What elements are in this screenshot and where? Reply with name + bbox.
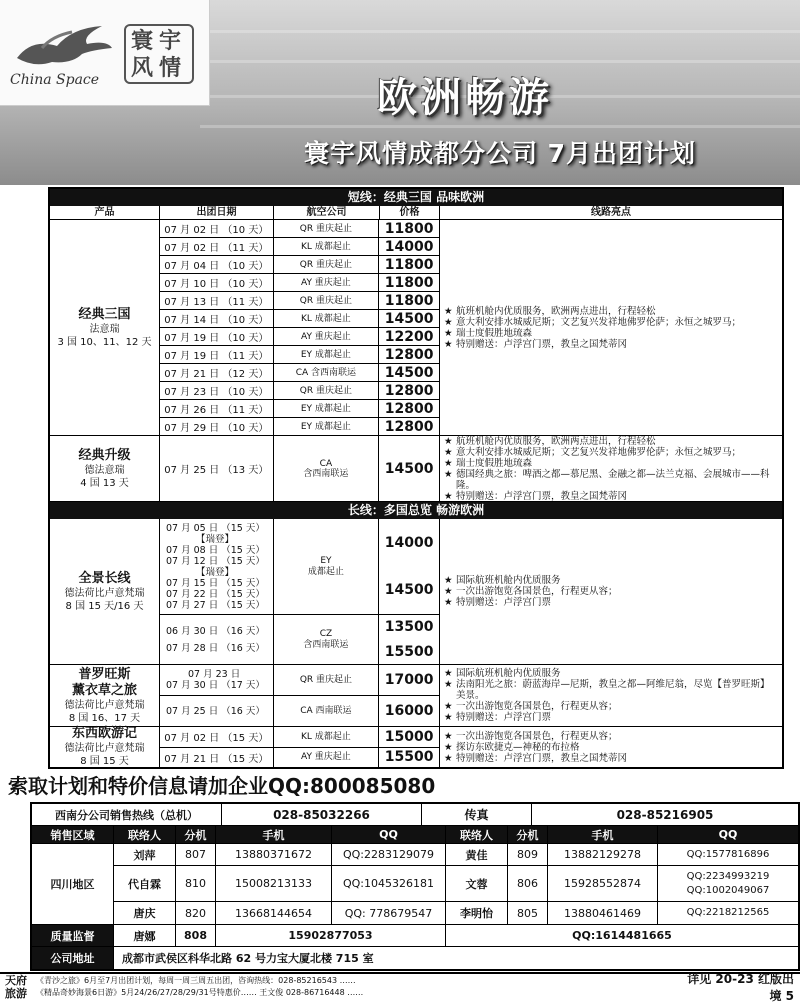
highlight-text: 特别赠送：卢浮宫门票 [456,712,552,723]
qa-qq: QQ:1614481665 [572,929,672,942]
highlight-item [444,306,778,317]
contact-qq: QQ:2218212565 [686,907,770,918]
departure-date: 07 月 19 日 （11 天） [160,346,274,363]
product-days: 8 国 15 天 [80,756,129,767]
contact-qq: QQ:2283129079 [332,844,446,865]
banner-stripe [200,60,800,63]
contact-mobile: 15928552874 [548,866,658,901]
highlight-item [444,328,778,339]
contact-ext: 809 [508,844,548,865]
table-row [160,665,439,696]
product-name: 经典三国 [78,306,131,322]
contact-row [114,866,798,902]
header-cell: 联络人 [446,826,508,843]
price: 15500 [384,643,434,660]
logo-brand-cn: 寰宇风情 [124,24,194,84]
tour-schedule-table [48,187,784,769]
highlight-item [444,447,778,458]
contact-qq: QQ:1045326181 [332,866,446,901]
contact-qq: QQ:2234993219 QQ:1002049067 [686,870,770,896]
highlight-item [444,597,778,608]
qa-name: 唐娜 [114,925,176,946]
long-line-band: 长线：多国总览 畅游欧洲 [50,502,782,519]
highlight-item [444,339,778,350]
product-name-cell [50,519,160,664]
contact-name: 李明怡 [446,902,508,924]
product-countries: 德法荷比卢意梵瑞 [64,699,145,711]
address-label: 公司地址 [32,947,114,969]
highlight-item [444,742,778,753]
contact-ext: 806 [508,866,548,901]
departure-date: 07 月 15 日 （15 天） [166,577,265,589]
sichuan-block [32,844,798,925]
airline: EY 成都起止 [274,346,380,363]
contact-ext: 820 [176,902,216,924]
highlight-text: 一次出游饱览各国景色，行程更从容； [456,586,618,597]
fax-number: 028-85216905 [616,807,714,822]
star-icon: ★ [444,701,453,712]
product-classic [50,220,782,436]
hotline-row [32,804,798,826]
header-banner [0,0,800,185]
contact-header-row [32,826,798,844]
highlight-text: 意大利安排水城威尼斯；文艺复兴发祥地佛罗伦萨；永恒之城罗马； [456,316,742,328]
highlight-item [444,317,778,328]
airline: EY 成都起止 [274,519,380,614]
highlight-item [444,458,778,469]
contact-mobile: 13880371672 [216,844,332,865]
star-icon: ★ [444,712,453,723]
banner-stripe [200,125,800,128]
product-name-cell [50,220,160,435]
highlight-text: 特别赠送：卢浮宫门票，教皇之国梵蒂冈 [456,490,628,502]
highlight-text: 一次出游饱览各国景色，行程更从容； [456,730,618,742]
panorama-highlights [440,519,782,664]
departure-date: 07 月 12 日 （15 天） [166,555,265,567]
table-row [160,220,439,238]
product-name-cell [50,727,160,767]
product-provence [50,665,782,727]
departure-date: 07 月 21 日 （12 天） [160,364,274,381]
contact-table [30,802,800,971]
product-upgrade [50,436,782,502]
contact-name: 黄佳 [446,844,508,865]
product-name-cell [50,436,160,501]
price: 14500 [384,582,434,599]
footer-ad-line: 《精品奇妙海景6日游》5月24/26/27/28/29/31号特惠价…… 王文俊 028-86716448 …… [36,988,364,997]
product-days: 4 国 13 天 [80,477,129,489]
price: 14000 [384,238,434,255]
table-row [160,310,439,328]
star-icon: ★ [444,752,453,764]
header-cell: 分机 [508,826,548,843]
departure-date: 07 月 22 日 （15 天） [166,588,265,600]
upgrade-departures [160,436,440,501]
product-days: 8 国 15 天/16 天 [65,600,144,612]
airline: AY 重庆起止 [274,748,380,768]
price: 12200 [384,328,434,345]
highlight-text: 航班机舱内优质服务，欧洲两点进出，行程轻松 [456,305,656,317]
airline: CZ 含西南联运 [274,615,380,664]
footer-ads [32,975,680,999]
star-icon: ★ [444,586,453,597]
departure-date: 07 月 14 日 （10 天） [160,310,274,327]
departure-date: 07 月 13 日 （11 天） [160,292,274,309]
contact-ext: 807 [176,844,216,865]
price: 12800 [384,400,434,417]
table-row [160,696,439,726]
qa-label: 质量监督 [32,925,114,946]
region-label: 四川地区 [32,844,114,924]
product-countries: 德法意瑞 [84,464,125,476]
table-row [160,748,439,768]
contact-mobile: 13880461469 [548,902,658,924]
product-countries: 德法荷比卢意梵瑞 [64,587,145,599]
price: 14500 [384,460,434,477]
qa-row [32,925,798,947]
qa-ext: 808 [176,925,216,946]
footer-section-label: 天府 旅游 [5,974,27,1000]
page-subtitle: 寰宇风情成都分公司 7月出团计划 [303,139,697,168]
departure-date: 07 月 23 日 [188,669,241,680]
departure-date: 07 月 10 日 （10 天） [160,274,274,291]
departure-date: 07 月 30 日 （17 天） [166,680,265,691]
product-days: 8 国 16、17 天 [68,712,141,724]
star-icon: ★ [444,730,453,742]
star-icon: ★ [444,741,453,753]
airline: CA 西南联运 [274,696,380,726]
highlight-text: 瑞士度假胜地琉森 [456,457,533,469]
product-eastwest [50,727,782,767]
contact-row [114,902,798,924]
price: 11800 [384,256,434,273]
highlight-text: 探访东欧捷克—神秘的布拉格 [456,741,580,753]
highlight-item [444,575,778,586]
eastwest-departures [160,727,440,767]
header-cell: QQ [658,826,798,843]
product-countries: 德法荷比卢意梵瑞 [64,743,145,754]
highlight-item [444,712,778,723]
airline: CA 含西南联运 [274,436,380,501]
highlight-item [444,731,778,742]
product-name: 经典升级 [78,447,131,463]
star-icon: ★ [444,305,453,317]
highlight-text: 特别赠送：卢浮宫门票 [456,597,552,608]
departure-date: 07 月 02 日 （10 天） [160,220,274,237]
departure-date: 06 月 30 日 （16 天） [166,625,265,637]
footer-ad-line: 《青沙之旅》6月至7月出团计划，每周一周三周五出团，咨询热线：028-85216543 …… [36,976,356,985]
contact-mobile: 13882129278 [548,844,658,865]
highlight-item [444,701,778,712]
contact-name: 代自霖 [114,866,176,901]
table-header-row [50,206,782,220]
panorama-ey-block [160,519,439,615]
highlight-item [444,668,778,679]
col-date: 出团日期 [160,206,274,219]
contact-mobile: 13668144654 [216,902,332,924]
table-row [160,274,439,292]
table-row [160,256,439,274]
airline: EY 成都起止 [274,400,380,417]
highlight-text: 德国经典之旅：啤酒之都—慕尼黑、金融之都—法兰克福、会展城市——科隆。 [456,468,770,491]
table-row [160,418,439,435]
airline: KL 成都起止 [274,727,380,747]
departure-date: 07 月 25 日 （16 天） [160,696,274,726]
departure-date: 07 月 25 日 （13 天） [160,436,274,501]
qq-contact-line: 索取计划和特价信息请加企业QQ:800085080 [8,774,436,798]
highlight-item [444,436,778,447]
airline: AY 重庆起止 [274,274,380,291]
table-row [160,382,439,400]
contact-qq: QQ: 778679547 [332,902,446,924]
col-product: 产品 [50,206,160,219]
price: 11800 [384,274,434,291]
airline: QR 重庆起止 [274,382,380,399]
header-cell: QQ [332,826,446,843]
highlight-item [444,679,778,701]
departure-date: 07 月 26 日 （11 天） [160,400,274,417]
departure-date: 07 月 21 日 （15 天） [160,748,274,768]
price-cell [379,615,439,664]
hotline-number: 028-85032266 [222,804,422,825]
highlight-text: 瑞士度假胜地琉森 [456,327,533,339]
price: 11800 [384,292,434,309]
page-number: 详见 20-23 红版出境 5 [687,972,794,1003]
star-icon: ★ [444,468,453,480]
highlight-text: 特别赠送：卢浮宫门票，教皇之国梵蒂冈 [456,338,628,350]
price: 12800 [384,418,434,435]
airline: QR 重庆起止 [274,256,380,273]
departure-date: 07 月 02 日 （15 天） [160,727,274,747]
price: 14000 [384,534,434,551]
contact-name: 刘萍 [114,844,176,865]
contact-qq: QQ:1577816896 [686,848,770,860]
table-row [160,238,439,256]
address-text: 成都市武侯区科华北路 62 号力宝大厦北楼 715 室 [122,952,374,965]
panorama-departures [160,519,440,664]
product-name: 全景长线 [78,570,131,586]
product-name: 东西欧游记 [71,726,137,741]
departure-date: 07 月 05 日 （15 天） [166,522,265,534]
upgrade-highlights [440,436,782,501]
departure-date: 07 月 23 日 （10 天） [160,382,274,399]
highlight-text: 特别赠送：卢浮宫门票，教皇之国梵蒂冈 [456,752,628,764]
departure-date: 07 月 02 日 （11 天） [160,238,274,255]
contact-ext: 810 [176,866,216,901]
qa-mobile: 15902877053 [216,925,446,946]
star-icon: ★ [444,490,453,502]
table-row [160,328,439,346]
contact-name: 文蓉 [446,866,508,901]
highlight-item [444,491,778,502]
highlight-item [444,753,778,764]
price: 14500 [384,364,434,381]
departure-date: 07 月 04 日 （10 天） [160,256,274,273]
col-airline: 航空公司 [274,206,380,219]
flying-horse-icon [12,18,117,74]
star-icon: ★ [444,679,453,690]
table-row [160,292,439,310]
banner-stripe [200,30,800,33]
logo [0,0,210,106]
price: 16000 [384,703,434,719]
contact-rows [114,844,798,924]
departure-date: 07 月 08 日 （15 天） [166,544,265,556]
page-footer [0,972,800,1003]
highlight-text: 国际航班机舱内优质服务 [456,668,561,679]
table-row [160,727,439,748]
contact-name: 唐庆 [114,902,176,924]
logo-brand-en: China Space [10,72,100,88]
airline: QR 重庆起止 [274,665,380,695]
classic-highlights [440,220,782,435]
classic-departures [160,220,440,435]
contact-ext: 805 [508,902,548,924]
star-icon: ★ [444,457,453,469]
price: 12800 [384,382,434,399]
highlight-text: 国际航班机舱内优质服务 [456,575,561,586]
departure-date: 07 月 27 日 （15 天） [166,599,265,611]
price: 17000 [384,672,434,688]
star-icon: ★ [444,435,453,447]
star-icon: ★ [444,575,453,586]
table-row [160,364,439,382]
col-price: 价格 [380,206,440,219]
eastwest-highlights [440,727,782,767]
page-title: 欧洲畅游 [377,75,553,121]
highlight-item [444,586,778,597]
col-highlights: 线路亮点 [591,207,631,218]
airline: KL 成都起止 [274,310,380,327]
header-cell: 联络人 [114,826,176,843]
product-panorama [50,519,782,665]
table-row [160,400,439,418]
departure-dates [160,665,274,695]
star-icon: ★ [444,597,453,608]
contact-row [114,844,798,866]
price-cell [379,519,439,614]
price: 14500 [384,310,434,327]
star-icon: ★ [444,338,453,350]
airline: AY 重庆起止 [274,328,380,345]
airline: CA 含西南联运 [274,364,380,381]
cz-dates [160,615,274,664]
departure-note: 【瑞登】 [196,533,235,545]
departure-date: 07 月 19 日 （10 天） [160,328,274,345]
airline: KL 成都起止 [274,238,380,255]
ey-dates [160,519,274,614]
price: 11800 [384,220,434,237]
header-cell: 手机 [216,826,332,843]
airline: EY 成都起止 [274,418,380,435]
star-icon: ★ [444,316,453,328]
departure-date: 07 月 28 日 （16 天） [166,642,265,654]
panorama-cz-block [160,615,439,664]
star-icon: ★ [444,446,453,458]
price: 15000 [384,728,434,745]
price: 15500 [384,749,434,766]
departure-date: 07 月 29 日 （10 天） [160,418,274,435]
highlight-item [444,469,778,491]
product-name: 普罗旺斯 薰衣草之旅 [71,666,137,698]
table-row [160,346,439,364]
address-row [32,947,798,969]
table-row [160,436,439,501]
short-line-band: 短线：经典三国 品味欧洲 [50,189,782,206]
product-days: 3 国 10、11、12 天 [57,336,152,348]
header-cell: 销售区域 [32,826,114,843]
price: 13500 [384,619,434,636]
highlight-text: 航班机舱内优质服务，欧洲两点进出，行程轻松 [456,435,656,447]
airline: QR 重庆起止 [274,220,380,237]
product-name-cell [50,665,160,726]
highlight-text: 意大利安排水城威尼斯；文艺复兴发祥地佛罗伦萨；永恒之城罗马； [456,446,742,458]
highlight-text: 一次出游饱览各国景色，行程更从容； [456,701,618,712]
product-countries: 法意瑞 [89,323,120,335]
provence-departures [160,665,440,726]
star-icon: ★ [444,668,453,679]
header-cell: 分机 [176,826,216,843]
hotline-label: 西南分公司销售热线（总机） [32,804,222,825]
airline: QR 重庆起止 [274,292,380,309]
price: 12800 [384,346,434,363]
contact-mobile: 15008213133 [216,866,332,901]
fax-label: 传真 [422,804,532,825]
star-icon: ★ [444,327,453,339]
departure-note: 【瑞登】 [196,566,235,578]
highlight-text: 法南阳光之旅：蔚蓝海岸—尼斯，教皇之都—阿维尼翁，尽览【普罗旺斯】美景。 [456,679,770,701]
header-cell: 手机 [548,826,658,843]
provence-highlights [440,665,782,726]
